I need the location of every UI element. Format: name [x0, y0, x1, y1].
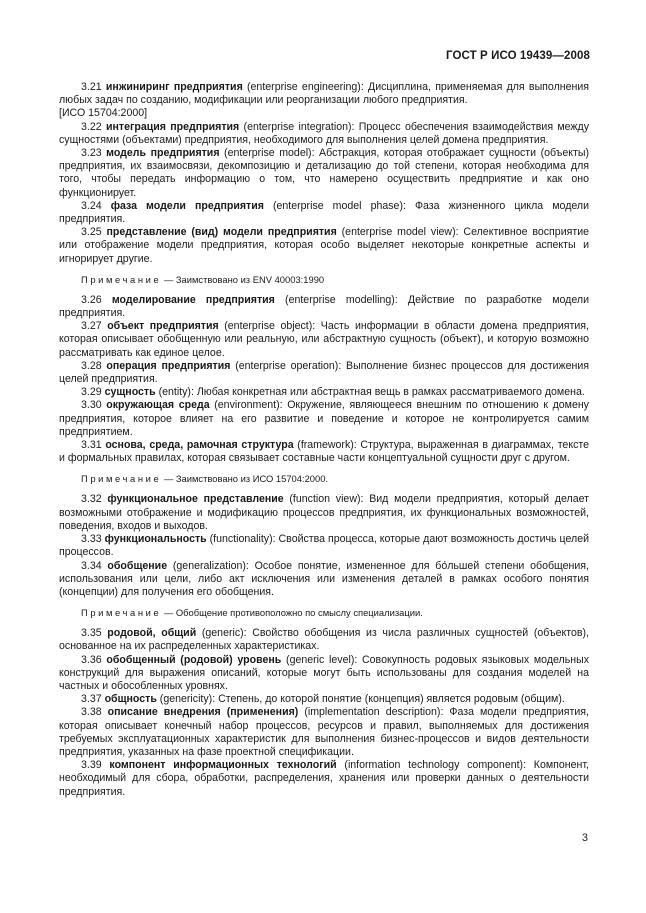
entry-3-39: 3.39 компонент информационных технологий (information technology component): Компонент, необходимый для сбора, обработки, распределения, хранения или проверки данных о деятельности предприятия.	[59, 759, 589, 798]
entry-3-31: 3.31 основа, среда, рамочная структура (framework): Структура, выраженная в диаграммах, тексте и формальных правилах, которая связывает составные части концептуальной сущности друг с другом.	[59, 439, 589, 465]
term: обобщение	[107, 559, 168, 572]
entry-3-23: 3.23 модель предприятия (enterprise model): Абстракция, которая отображает сущности (объекты) предприятия, их взаимосвязи, декомпозицию и детализацию до той степени, которая необходима для того, чтобы передать информацию о том, что намерено осуществить предприятие и как оно функционирует.	[59, 147, 589, 199]
entry-3-30: 3.30 окружающая среда (environment): Окружение, являющееся внешним по отношению к домену предприятия, которое влияет на его развитие и поведение и которое не контролируется самим предприятием.	[59, 399, 589, 438]
term: операция предприятия	[106, 359, 231, 372]
entry-3-35: 3.35 родовой, общий (generic): Свойство обобщения из числа различных сущностей (объектов), основанное на их распределенных характеристиках.	[59, 627, 589, 653]
note-2: Примечание — Заимствовано из ИСО 15704:2000.	[81, 473, 329, 485]
page-number: 3	[581, 832, 588, 844]
term: модель предприятия	[106, 147, 220, 160]
entry-3-21: 3.21 инжиниринг предприятия (enterprise engineering): Дисциплина, применяемая для выполнения любых задач по созданию, модификации или реорганизации любого предприятия.	[59, 81, 590, 107]
entry-3-34: 3.34 обобщение (generalization): Особое понятие, измененное для бо́льшей степени обобщения, использования или цели, либо акт исключения или изменения деталей в рамках особого понятия (концепции) для получения его обобщения.	[59, 559, 589, 598]
entry-3-25: 3.25 представление (вид) модели предприятия (enterprise model view): Селективное восприятие или отображение модели предприятия, которая особо выделяет некоторые конкретные аспекты и игнорирует другие.	[59, 226, 590, 265]
entry-3-29: 3.29 сущность (entity): Любая конкретная или абстрактная вещь в рамках рассматриваемого домена.	[81, 386, 585, 399]
term: интеграция предприятия	[105, 120, 240, 133]
entry-3-27: 3.27 объект предприятия (enterprise object): Часть информации в области домена предприятия, которая описывает обобщенную или реальную, или абстрактную сущность (объект), и которую возможно рассматривать как единое целое.	[59, 320, 589, 359]
term: сущность	[104, 386, 156, 399]
term: инжиниринг предприятия	[105, 81, 243, 93]
term: фаза модели предприятия	[110, 199, 264, 212]
reference-3-21: [ИСО 15704:2000]	[59, 107, 148, 120]
term: функциональное представление	[107, 493, 284, 506]
note-1: Примечание — Заимствовано из ENV 40003:1990	[81, 273, 325, 285]
term: родовой, общий	[107, 627, 197, 640]
entry-3-24: 3.24 фаза модели предприятия (enterprise model phase): Фаза жизненного цикла модели предприятия.	[59, 199, 590, 226]
entry-3-37: 3.37 общность (genericity): Степень, до которой понятие (концепция) является родовым (общим).	[81, 693, 565, 706]
term: компонент информационных технологий	[109, 759, 337, 772]
term: функциональность	[104, 533, 207, 546]
entry-3-38: 3.38 описание внедрения (применения) (implementation description): Фаза модели предприятия, которая описывает конечный набор процессов, ресурсов и правил, выполняемых для достижения требуемых эксплуатационных характеристик для выполнения бизнес-процессов и видов деятельности предприятия, указанных на фазе проектной спецификации.	[59, 706, 589, 758]
entry-3-33: 3.33 функциональность (functionality): Свойства процесса, которые дают возможность достичь целей процессов.	[59, 533, 590, 559]
term: основа, среда, рамочная структура	[105, 439, 294, 452]
entry-3-32: 3.32 функциональное представление (function view): Вид модели предприятия, который делает возможными отображение и модификацию процессов предприятия, их функциональных возможностей, поведения, входов и выходов.	[59, 493, 589, 532]
term: моделирование предприятия	[111, 293, 275, 306]
page-content	[59, 81, 589, 799]
entry-3-22: 3.22 интеграция предприятия (enterprise integration): Процесс обеспечения взаимодействия между сущностями (объектами) предприятия, необходимого для выполнения целей домена предприятия.	[59, 120, 590, 146]
term: обобщенный (родовой) уровень	[106, 653, 282, 666]
entry-3-36: 3.36 обобщенный (родовой) уровень (generic level): Совокупность родовых языковых модельных конструкций для выражения описаний, которые могут быть использованы для создания моделей на частных и обособленных уровнях.	[59, 653, 590, 692]
term: окружающая среда	[106, 399, 210, 412]
entry-3-28: 3.28 операция предприятия (enterprise operation): Выполнение бизнес процессов для достижения целей предприятия.	[59, 359, 589, 386]
term: описание внедрения (применения)	[107, 706, 299, 719]
note-3: Примечание — Обобщение противоположно по смыслу специализации.	[81, 607, 423, 619]
term: представление (вид) модели предприятия	[106, 226, 337, 239]
standard-header: ГОСТ Р ИСО 19439—2008	[445, 50, 590, 62]
entry-3-26: 3.26 моделирование предприятия (enterprise modelling): Действие по разработке модели предприятия.	[59, 293, 589, 320]
term: объект предприятия	[107, 320, 219, 333]
term: общность	[104, 693, 157, 706]
